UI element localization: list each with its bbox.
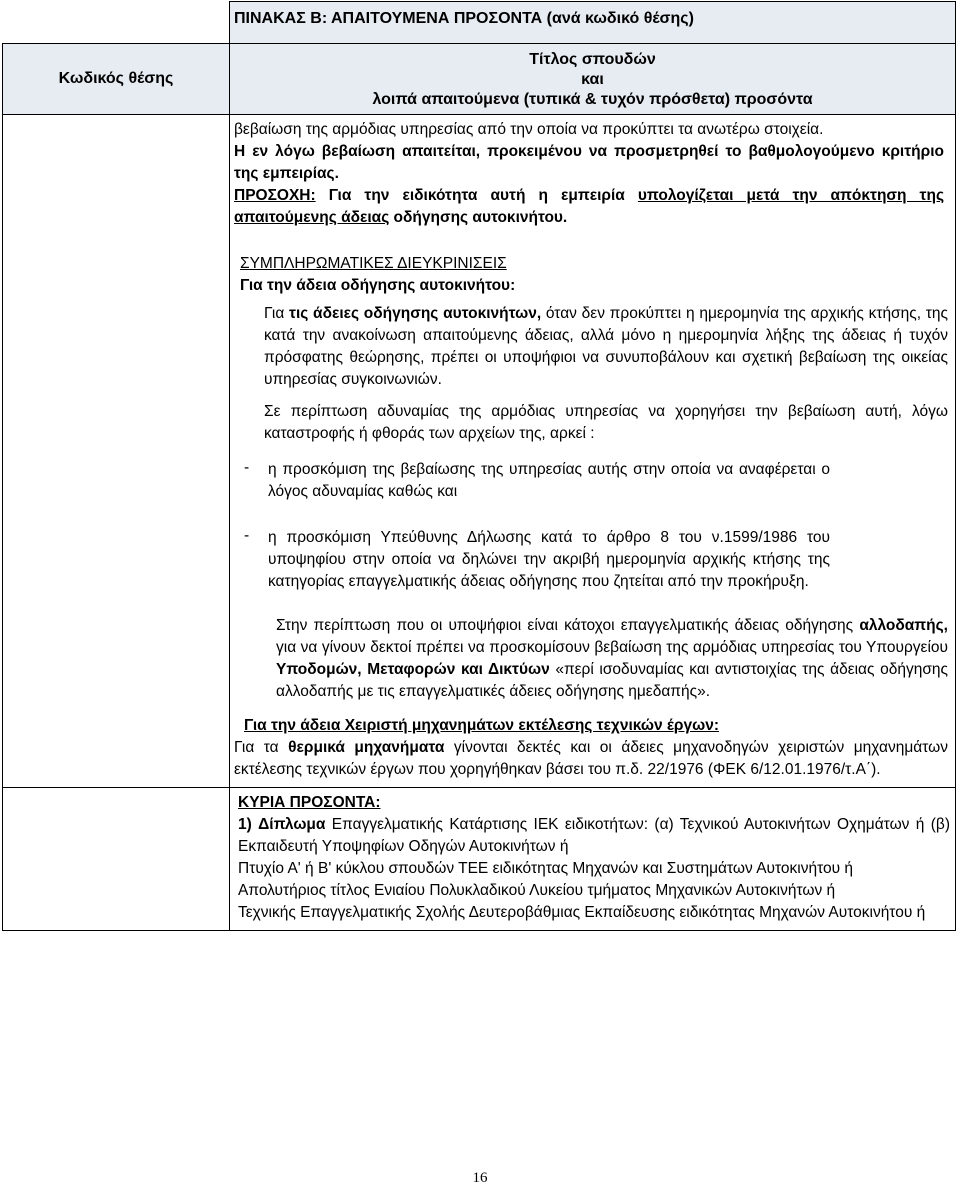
qualifications-cell-2 bbox=[230, 788, 956, 931]
degree-tee-line: Πτυχίο Α' ή Β' κύκλου σπουδών ΤΕΕ ειδικότητας Μηχανών και Συστημάτων Αυτοκινήτου ή bbox=[238, 860, 854, 877]
diploma-line: 1) Δίπλωμα Επαγγελματικής Κατάρτισης ΙΕΚ ειδικοτήτων: (α) Τεχνικού Αυτοκινήτων Οχημάτων ή (β) Εκπαιδευτή Υποψηφίων Οδηγών Αυτοκινήτων ή bbox=[238, 816, 950, 855]
clarifications-heading: ΣΥΜΠΛΗΡΩΜΑΤΙΚΕΣ ΔΙΕΥΚΡΙΝΙΣΕΙΣ bbox=[240, 255, 507, 272]
qualifications-cell-1 bbox=[230, 115, 956, 788]
qualifications-header-line3: λοιπά απαιτούμενα (τυπικά & τυχόν πρόσθετα) προσόντα bbox=[372, 91, 813, 108]
qualifications-header-line2: και bbox=[581, 71, 604, 88]
attention-underlined-text: υπολογίζεται μετά την απόκτηση της απαιτούμενης άδειας bbox=[234, 187, 945, 226]
bullet-declaration-text: η προσκόμιση Υπεύθυνης Δήλωσης κατά το άρθρο 8 του ν.1599/1986 του υποψηφίου στην οποία να δηλώνει την ακριβή ημερομηνία αρχικής κτήσης της κατηγορίας επαγγελματικής άδειας οδήγησης που ζητείται από την προκήρυξη. bbox=[268, 529, 830, 590]
driving-license-subheading: Για την άδεια οδήγησης αυτοκινήτου: bbox=[240, 277, 516, 294]
certificate-requirement-text: Η εν λόγω βεβαίωση απαιτείται, προκειμένου να προσμετρηθεί το βαθμολογούμενο κριτήριο της εμπειρίας. bbox=[234, 143, 944, 182]
technical-school-line: Τεχνικής Επαγγελματικής Σχολής Δευτεροβάθμιας Εκπαίδευσης ειδικότητας Μηχανών Αυτοκινήτου ή bbox=[238, 904, 926, 921]
position-code-header: Κωδικός θέσης bbox=[3, 44, 230, 115]
foreign-license-paragraph: Στην περίπτωση που οι υποψήφιοι είναι κάτοχοι επαγγελματικής άδειας οδήγησης αλλοδαπής, για να γίνουν δεκτοί πρέπει να προσκομίσουν βεβαίωση της αρμόδιας υπηρεσίας του Υπουργείου Υποδομών, Μεταφορών και Δικτύων «περί ισοδυναμίας και αντιστοιχίας της άδειας οδήγησης αλλοδαπής με τις επαγγελματικές άδειες οδήγησης ημεδαπής». bbox=[276, 617, 948, 700]
list-item: - η προσκόμιση Υπεύθυνης Δήλωσης κατά το άρθρο 8 του ν.1599/1986 του υποψηφίου στην οποία να δηλώνει την ακριβή ημερομηνία αρχικής κτήσης της κατηγορίας επαγγελματικής άδειας οδήγησης που ζητείται από την προκήρυξη. bbox=[244, 527, 830, 593]
driving-license-paragraph: Για τις άδειες οδήγησης αυτοκινήτων, όταν δεν προκύπτει η ημερομηνία της αρχικής κτήσης, της κατά την ανακοίνωση απαιτούμενης άδειας, αλλά μόνο η ημερομηνία λήξης της άδειας ή τυχόν πρόσφατης θεώρησης, πρέπει οι υποψήφιοι να συνυποβάλουν και σχετική βεβαίωση της οικείας υπηρεσίας συγκοινωνιών. bbox=[264, 305, 948, 388]
bullet-certificate-text: η προσκόμιση της βεβαίωσης της υπηρεσίας αυτής στην οποία να αναφέρεται ο λόγος αδυναμίας καθώς και bbox=[268, 461, 830, 500]
operator-license-heading: Για την άδεια Χειριστή μηχανημάτων εκτέλεσης τεχνικών έργων: bbox=[244, 717, 720, 734]
service-inability-paragraph: Σε περίπτωση αδυναμίας της αρμόδιας υπηρεσίας να χορηγήσει την βεβαίωση αυτή, λόγω καταστροφής ή φθοράς των αρχείων της, αρκεί : bbox=[264, 403, 948, 442]
requirements-table bbox=[2, 1, 956, 931]
list-item: - η προσκόμιση της βεβαίωσης της υπηρεσίας αυτής στην οποία να αναφέρεται ο λόγος αδυναμίας καθώς και bbox=[244, 459, 830, 503]
position-code-cell-1 bbox=[3, 115, 230, 788]
page-number: 16 bbox=[472, 1170, 488, 1186]
attention-label: ΠΡΟΣΟΧΗ: bbox=[234, 187, 316, 204]
experience-certificate-text: βεβαίωση της αρμόδιας υπηρεσίας από την οποία να προκύπτει τα ανωτέρω στοιχεία. bbox=[234, 121, 824, 138]
qualifications-header bbox=[230, 44, 956, 115]
main-qualifications-heading: ΚΥΡΙΑ ΠΡΟΣΟΝΤΑ: bbox=[238, 794, 381, 811]
attention-note: ΠΡΟΣΟΧΗ: Για την ειδικότητα αυτή η εμπειρία υπολογίζεται μετά την απόκτηση της απαιτούμενης άδειας οδήγησης αυτοκινήτου. bbox=[234, 187, 945, 226]
blank-corner-cell bbox=[3, 2, 230, 44]
table-title: ΠΙΝΑΚΑΣ Β: ΑΠΑΙΤΟΥΜΕΝΑ ΠΡΟΣΟΝΤΑ (ανά κωδικό θέσης) bbox=[230, 2, 956, 44]
lyceum-line: Απολυτήριος τίτλος Ενιαίου Πολυκλαδικού Λυκείου τμήματος Μηχανικών Αυτοκινήτων ή bbox=[238, 882, 836, 899]
operator-license-paragraph: Για τα θερμικά μηχανήματα γίνονται δεκτές και οι άδειες μηχανοδηγών χειριστών μηχανημάτων εκτέλεσης τεχνικών έργων που χορηγήθηκαν βάσει του π.δ. 22/1976 (ΦΕΚ 6/12.01.1976/τ.Α΄). bbox=[234, 739, 948, 778]
qualifications-header-line1: Τίτλος σπουδών bbox=[529, 51, 656, 68]
position-code-cell-2 bbox=[3, 788, 230, 931]
